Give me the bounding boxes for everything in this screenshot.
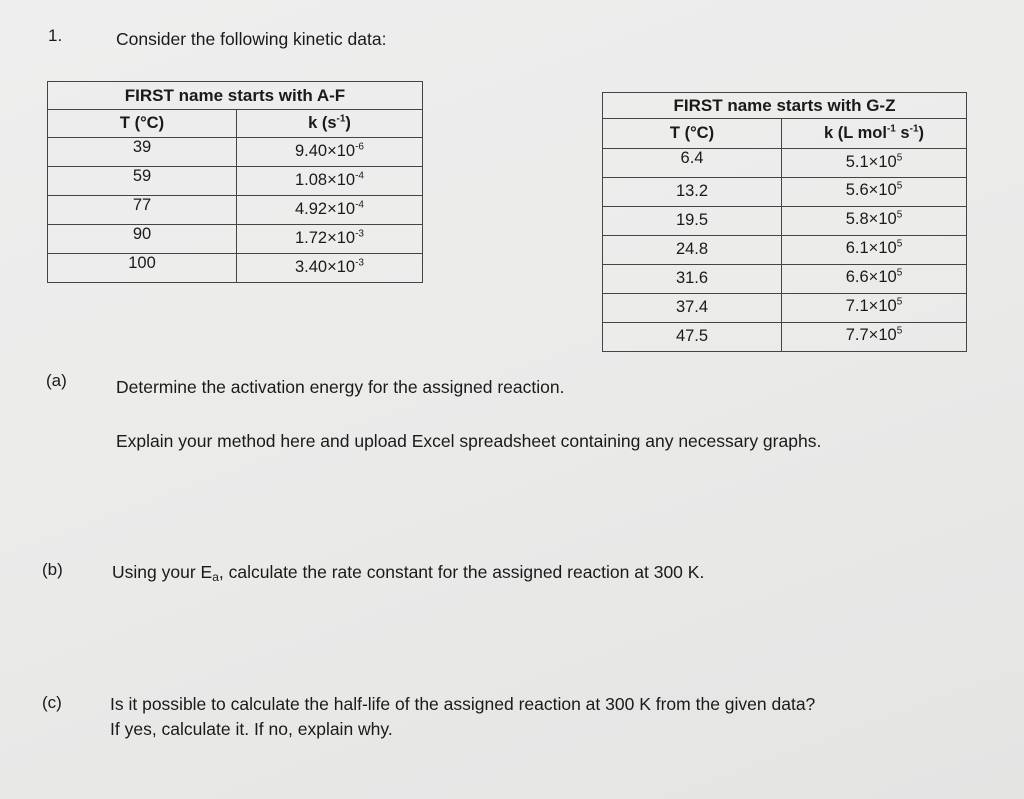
table-row: [603, 265, 967, 294]
kinetic-table-a-f: [47, 81, 423, 283]
table-row: [48, 138, 423, 167]
table-af-title: FIRST name starts with A-F: [48, 82, 423, 110]
table-row: [48, 225, 423, 254]
table-row: [48, 254, 423, 283]
table-cell-k: $6.1\times 10^5$: [782, 236, 967, 265]
question-intro: Consider the following kinetic data:: [116, 29, 387, 49]
table-cell-k: $4.92\times 10^{-4}$: [237, 196, 423, 225]
part-a-line1: Determine the activation energy for the assigned reaction.: [116, 377, 565, 397]
table-cell-k: $1.08\times 10^{-4}$: [237, 167, 423, 196]
question-number: 1.: [48, 26, 63, 45]
part-c-line1: Is it possible to calculate the half-life of the assigned reaction at 300 K from the given data?: [110, 694, 816, 714]
table-row: [603, 178, 967, 207]
table-cell-temp: 31.6: [603, 265, 782, 294]
table-gz-col-temp-header: T (°C): [603, 119, 782, 149]
table-cell-temp: 90: [48, 225, 237, 254]
table-af-col-k-header: k $(s^{-1})$: [237, 110, 423, 138]
table-row: [603, 323, 967, 352]
table-cell-temp: 59: [48, 167, 237, 196]
table-cell-temp: 19.5: [603, 207, 782, 236]
part-c-label: (c): [42, 693, 62, 712]
table-af-col-temp-header: T (°C): [48, 110, 237, 138]
table-cell-temp: 100: [48, 254, 237, 283]
part-b-label: (b): [42, 560, 63, 579]
table-cell-k: $1.72\times 10^{-3}$: [237, 225, 423, 254]
table-cell-k: $5.1\times 10^5$: [782, 149, 967, 178]
table-cell-k: $5.8\times 10^5$: [782, 207, 967, 236]
table-cell-temp: 77: [48, 196, 237, 225]
table-cell-k: $3.40\times 10^{-3}$: [237, 254, 423, 283]
table-cell-k: $7.1\times 10^5$: [782, 294, 967, 323]
table-cell-k: $5.6\times 10^5$: [782, 178, 967, 207]
part-b-text: Using your $E_a$, calculate the rate constant for the assigned reaction at 300 K.: [112, 562, 705, 584]
table-cell-temp: 24.8: [603, 236, 782, 265]
table-cell-k: $9.40\times 10^{-6}$: [237, 138, 423, 167]
table-cell-temp: 37.4: [603, 294, 782, 323]
kinetic-table-g-z: [602, 92, 967, 352]
table-row: [603, 294, 967, 323]
table-cell-k: $7.7\times 10^5$: [782, 323, 967, 352]
part-a-label: (a): [46, 371, 67, 390]
table-cell-k: $6.6\times 10^5$: [782, 265, 967, 294]
table-row: [603, 149, 967, 178]
table-cell-temp: 47.5: [603, 323, 782, 352]
table-row: [603, 207, 967, 236]
table-cell-temp: 13.2: [603, 178, 782, 207]
table-cell-temp: 39: [48, 138, 237, 167]
part-c-line2: If yes, calculate it. If no, explain why.: [110, 719, 393, 739]
table-gz-col-k-header: k (L mol$^{-1}$ $s^{-1}$): [782, 119, 967, 149]
part-a-line2: Explain your method here and upload Excel spreadsheet containing any necessary graphs.: [116, 431, 822, 451]
table-cell-temp: 6.4: [603, 149, 782, 178]
table-gz-title: FIRST name starts with G-Z: [603, 93, 967, 119]
table-row: [48, 196, 423, 225]
table-row: [48, 167, 423, 196]
table-row: [603, 236, 967, 265]
